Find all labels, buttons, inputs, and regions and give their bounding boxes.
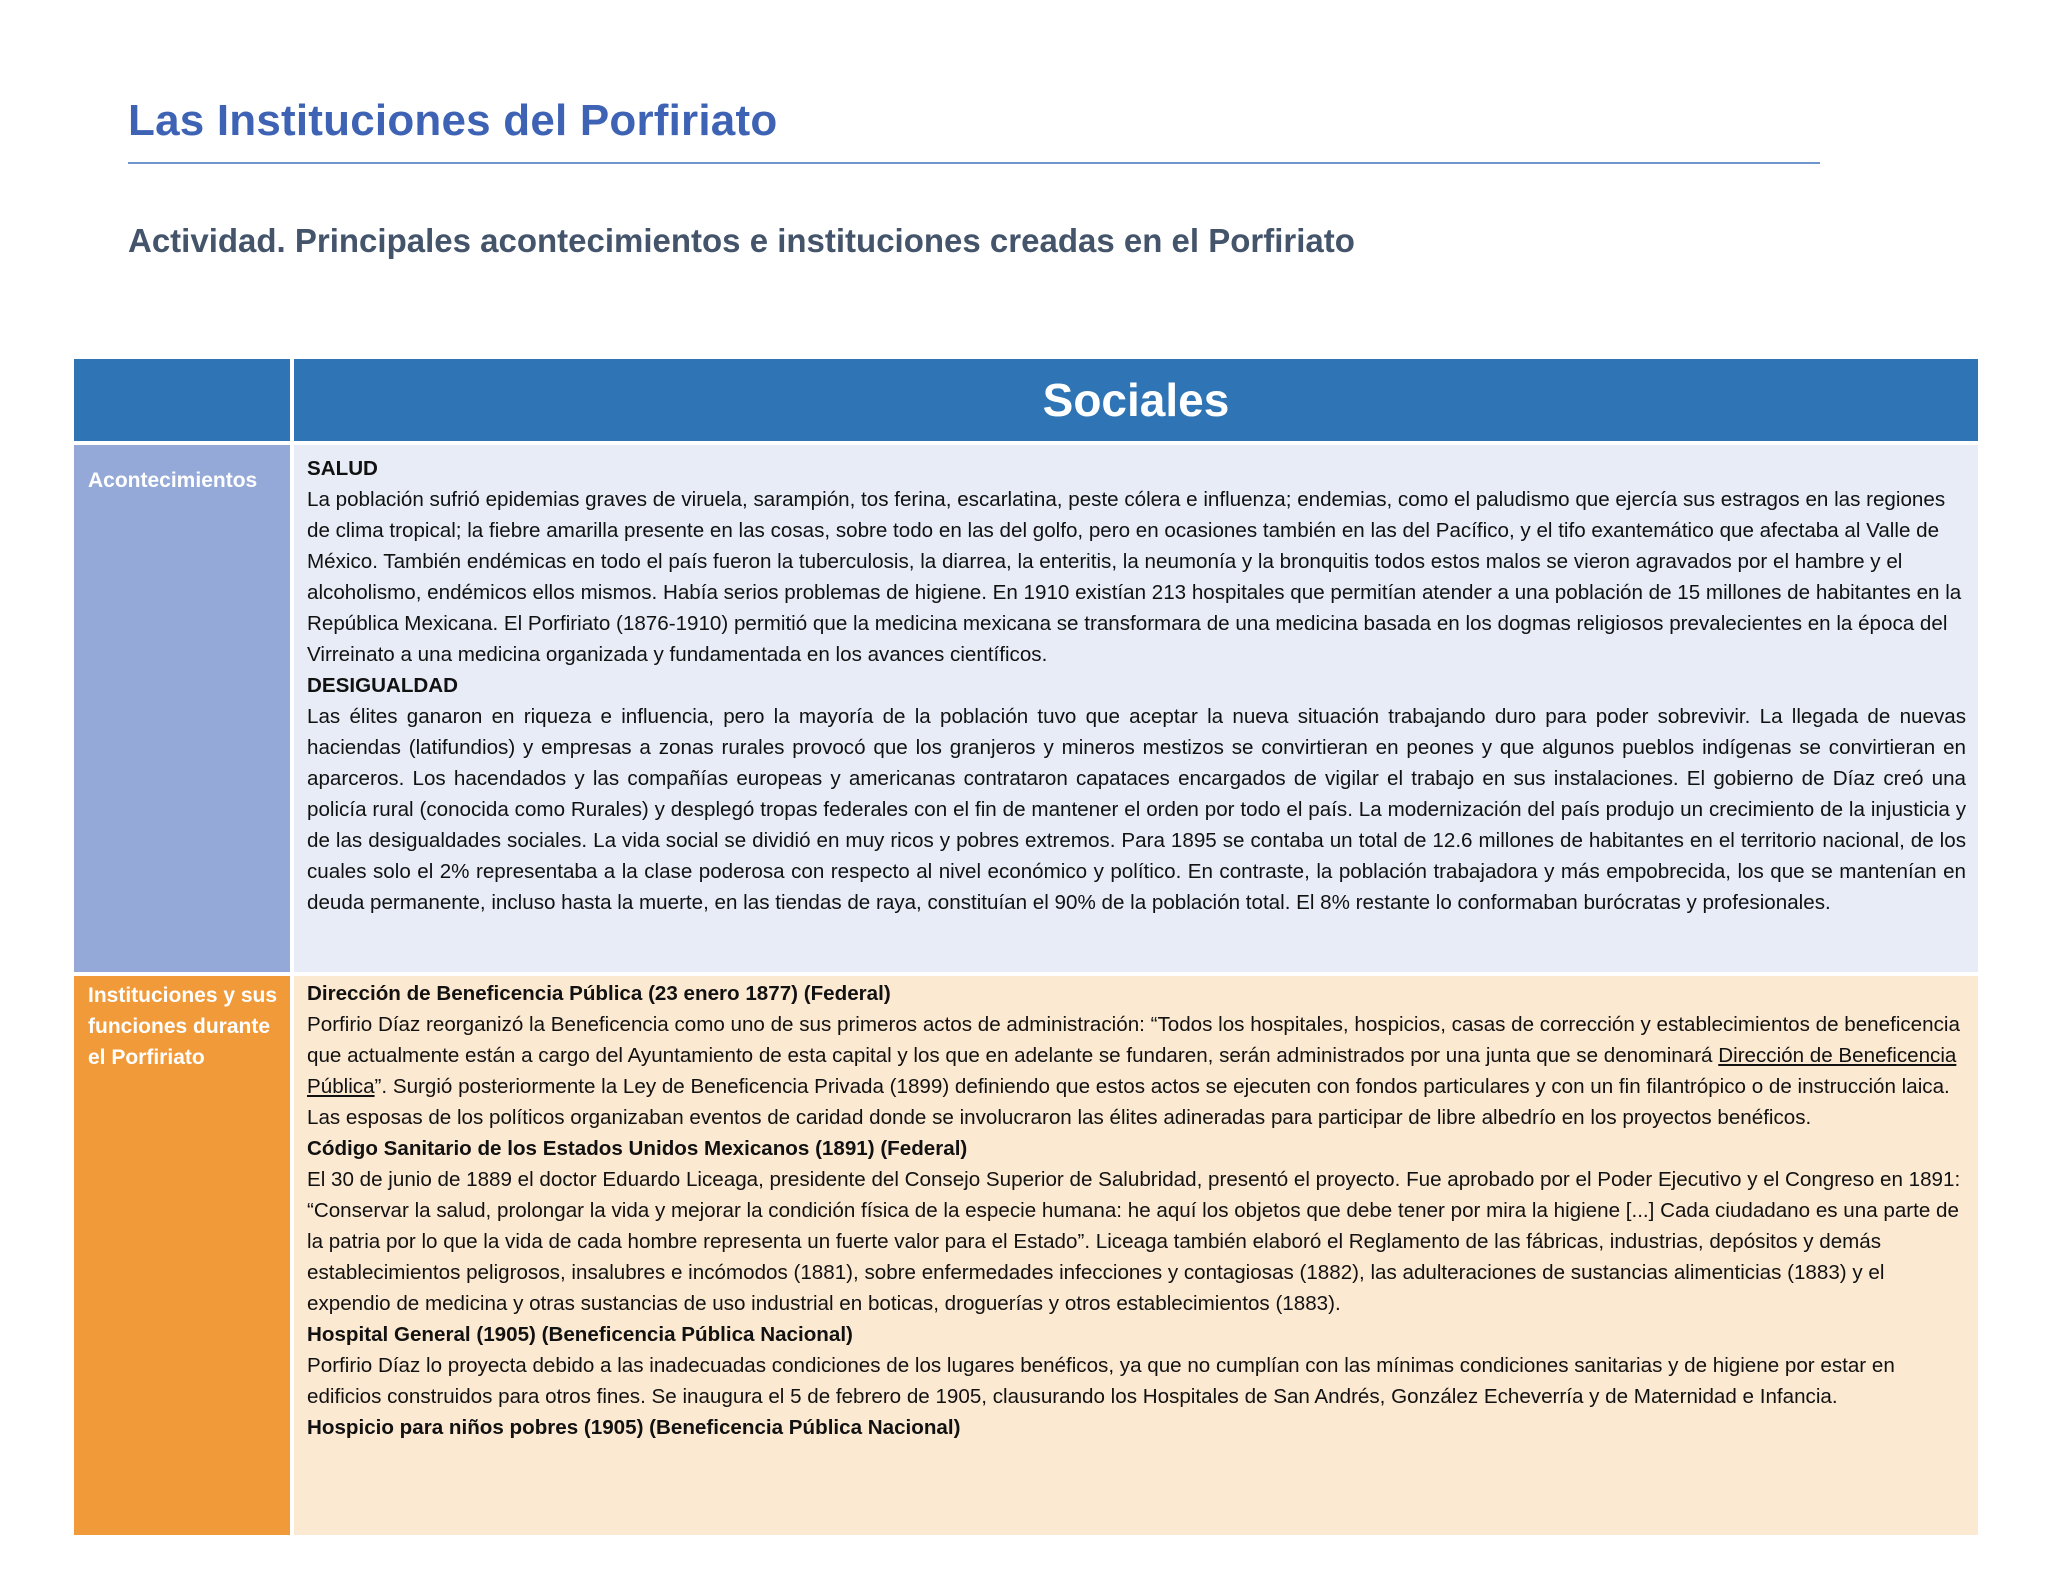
institution-heading-hospital-general: Hospital General (1905) (Beneficencia Pública Nacional) (307, 1323, 853, 1346)
beneficencia-text-part1: Porfirio Díaz reorganizó la Beneficencia como uno de sus primeros actos de administración: “Todos los hospitales, hospicios, casas de corrección y establecimientos de beneficencia que actualmente están a cargo del Ayuntamiento de esta capital y los que en adelante se fundaren, serán administrados por una junta que se denominará (307, 1013, 1960, 1067)
instituciones-content (294, 976, 1978, 1535)
section-text-desigualdad: Las élites ganaron en riqueza e influencia, pero la mayoría de la población tuvo que aceptar la nueva situación trabajando duro para poder sobrevivir. La llegada de nuevas haciendas (latifundios) y empresas a zonas rurales provocó que los granjeros y mineros mestizos se convirtieran en peones y que algunos pueblos indígenas se convirtieran en aparceros. Los hacendados y las compañías europeas y americanas contrataron capataces encargados de vigilar el trabajo en sus instalaciones. El gobierno de Díaz creó una policía rural (conocida como Rurales) y desplegó tropas federales con el fin de mantener el orden por todo el país. La modernización del país produjo un crecimiento de la injusticia y de las desigualdades sociales. La vida social se dividió en muy ricos y pobres extremos. Para 1895 se contaba un total de 12.6 millones de habitantes en el territorio nacional, de los cuales solo el 2% representaba a la clase poderosa con respecto al nivel económico y político. En contraste, la población trabajadora y más empobrecida, los que se mantenían en deuda permanente, incluso hasta la muerte, en las tiendas de raya, constituían el 90% de la población total. El 8% restante lo conformaban burócratas y profesionales. (307, 705, 1966, 914)
institution-heading-codigo-sanitario: Código Sanitario de los Estados Unidos Mexicanos (1891) (Federal) (307, 1137, 968, 1160)
section-heading-desigualdad: DESIGUALDAD (307, 674, 459, 697)
title-divider (128, 162, 1820, 164)
beneficencia-underlined-name: Dirección de Beneficencia Pública (307, 1044, 1957, 1098)
table-row-acontecimientos (74, 445, 1978, 972)
acontecimientos-content (294, 445, 1978, 972)
social-table (74, 359, 1978, 1535)
institution-text-hospital-general: Porfirio Díaz lo proyecta debido a las inadecuadas condiciones de los lugares benéficos, ya que no cumplían con las mínimas condiciones sanitarias y de higiene por estar en edificios construidos para otros fines. Se inaugura el 5 de febrero de 1905, clausurando los Hospitales de San Andrés, González Echeverría y de Maternidad e Infancia. (307, 1354, 1895, 1408)
beneficencia-text-part2: ”. Surgió posteriormente la Ley de Beneficencia Privada (1899) definiendo que estos actos se ejecuten con fondos particulares y con un fin filantrópico o de instrucción laica. Las esposas de los políticos organizaban eventos de caridad donde se involucraron las élites adineradas para participar de libre albedrío en los proyectos benéficos. (307, 1075, 1950, 1129)
section-heading-salud: SALUD (307, 457, 378, 480)
institution-text-codigo-sanitario: El 30 de junio de 1889 el doctor Eduardo Liceaga, presidente del Consejo Superior de Salubridad, presentó el proyecto. Fue aprobado por el Poder Ejecutivo y el Congreso en 1891: “Conservar la salud, prolongar la vida y mejorar la condición física de la especie humana: he aquí los objetos que debe tener por mira la higiene [...] Cada ciudadano es una parte de la patria por lo que la vida de cada hombre representa un fuerte valor para el Estado”. Liceaga también elaboró el Reglamento de las fábricas, industrias, depósitos y demás establecimientos peligrosos, insalubres e incómodos (1881), sobre enfermedades infecciones y contagiosas (1882), las adulteraciones de sustancias alimenticias (1883) y el expendio de medicina y otras sustancias de uso industrial en boticas, droguerías y otros establecimientos (1883). (307, 1168, 1961, 1315)
document-subtitle: Actividad. Principales acontecimientos e instituciones creadas en el Porfiriato (128, 222, 1355, 259)
institution-text-beneficencia (307, 1009, 1966, 1133)
document-title: Las Instituciones del Porfiriato (128, 96, 778, 145)
table-row-instituciones (74, 976, 1978, 1535)
section-text-salud: La población sufrió epidemias graves de viruela, sarampión, tos ferina, escarlatina, peste cólera e influenza; endemias, como el paludismo que ejercía sus estragos en las regiones de clima tropical; la fiebre amarilla presente en las cosas, sobre todo en las del golfo, pero en ocasiones también en las del Pacífico, y el tifo exantemático que afectaba al Valle de México. También endémicas en todo el país fueron la tuberculosis, la diarrea, la enteritis, la neumonía y la bronquitis todos estos malos se vieron agravados por el hambre y el alcoholismo, endémicos ellos mismos. Había serios problemas de higiene. En 1910 existían 213 hospitales que permitían atender a una población de 15 millones de habitantes en la República Mexicana. El Porfiriato (1876-1910) permitió que la medicina mexicana se transformara de una medicina basada en los dogmas religiosos prevalecientes en la época del Virreinato a una medicina organizada y fundamentada en los avances científicos. (307, 488, 1962, 666)
table-header-sociales: Sociales (294, 359, 1978, 441)
institution-heading-hospicio: Hospicio para niños pobres (1905) (Beneficencia Pública Nacional) (307, 1416, 961, 1439)
row-label-instituciones: Instituciones y sus funciones durante el Porfiriato (74, 976, 290, 1535)
table-header-row (74, 359, 1978, 441)
row-label-acontecimientos: Acontecimientos (74, 445, 290, 972)
header-corner-cell (74, 359, 290, 441)
institution-heading-beneficencia: Dirección de Beneficencia Pública (23 enero 1877) (Federal) (307, 982, 891, 1005)
